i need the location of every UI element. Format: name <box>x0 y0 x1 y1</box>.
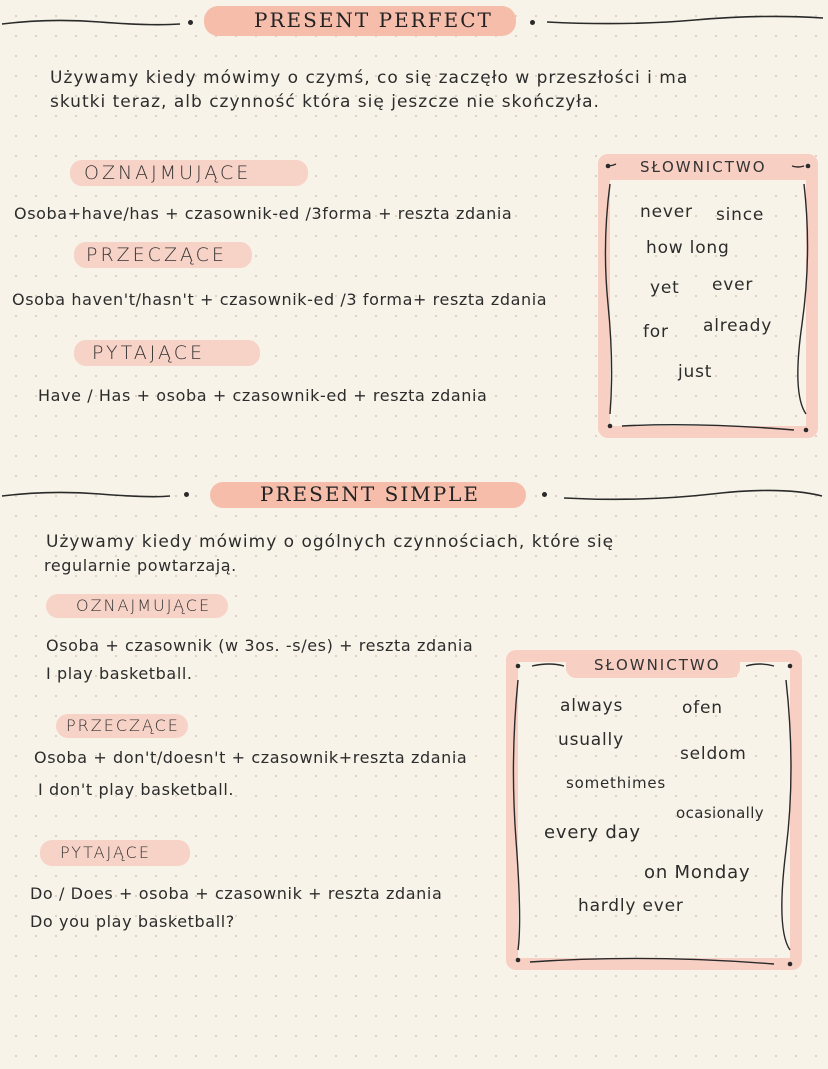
divider-dot <box>188 20 193 25</box>
title-divider-left <box>0 484 175 504</box>
vocab-word: for <box>643 322 669 342</box>
divider-dot <box>184 492 189 497</box>
heading-affirmative: OZNAJMUJĄCE <box>76 596 212 615</box>
intro-line-2: skutki teraz, alb czynność która się jeszcze nie skończyła. <box>50 92 600 112</box>
section-title-present-simple: PRESENT SIMPLE <box>260 482 481 506</box>
formula-negative: Osoba + don't/doesn't + czasownik+reszta zdania <box>34 748 468 767</box>
heading-question: PYTAJĄCE <box>92 342 205 364</box>
heading-negative: PRZECZĄCE <box>66 716 180 735</box>
vocab-word: ofen <box>682 698 723 718</box>
title-divider-left <box>0 10 190 30</box>
divider-dot <box>530 20 535 25</box>
vocab-word: since <box>716 205 765 225</box>
vocab-word: yet <box>650 278 680 298</box>
formula-negative: Osoba haven't/hasn't + czasownik-ed /3 forma+ reszta zdania <box>12 290 548 309</box>
intro-line-2: regularnie powtarzają. <box>44 556 237 575</box>
vocab-box-outline <box>598 154 818 438</box>
heading-question: PYTAJĄCE <box>60 843 151 862</box>
vocab-word: every day <box>544 822 641 843</box>
vocab-title: SŁOWNICTWO <box>594 656 721 674</box>
example-question: Do you play basketball? <box>30 912 235 931</box>
vocab-word: ocasionally <box>676 804 765 822</box>
vocab-word: on Monday <box>644 862 751 883</box>
vocab-word: how long <box>646 238 730 258</box>
vocab-word: always <box>560 696 624 716</box>
title-divider-right <box>562 484 824 504</box>
title-divider-right <box>545 8 825 28</box>
vocab-word: somethimes <box>566 774 667 792</box>
formula-affirmative: Osoba+have/has + czasownik-ed /3forma + reszta zdania <box>14 204 513 223</box>
formula-question: Do / Does + osoba + czasownik + reszta zdania <box>30 884 443 903</box>
intro-line-1: Używamy kiedy mówimy o czymś, co się zaczęło w przeszłości i ma <box>50 68 689 88</box>
example-negative: I don't play basketball. <box>38 780 235 799</box>
vocab-word: just <box>678 362 713 382</box>
vocab-word: already <box>703 316 773 336</box>
vocab-word: usually <box>558 730 624 750</box>
vocab-word: hardly ever <box>578 896 684 916</box>
heading-negative: PRZECZĄCE <box>86 244 227 266</box>
vocab-word: seldom <box>680 744 747 764</box>
divider-dot <box>542 492 547 497</box>
section-title-present-perfect: PRESENT PERFECT <box>254 8 493 32</box>
example-affirmative: I play basketball. <box>46 664 193 683</box>
heading-affirmative: OZNAJMUJĄCE <box>84 162 252 184</box>
vocab-title: SŁOWNICTWO <box>640 158 767 176</box>
vocab-word: ever <box>712 275 754 295</box>
intro-line-1: Używamy kiedy mówimy o ogólnych czynnościach, które się <box>46 532 615 552</box>
vocab-word: never <box>640 202 693 222</box>
formula-question: Have / Has + osoba + czasownik-ed + reszta zdania <box>38 386 488 405</box>
formula-affirmative: Osoba + czasownik (w 3os. -s/es) + reszta zdania <box>46 636 474 655</box>
